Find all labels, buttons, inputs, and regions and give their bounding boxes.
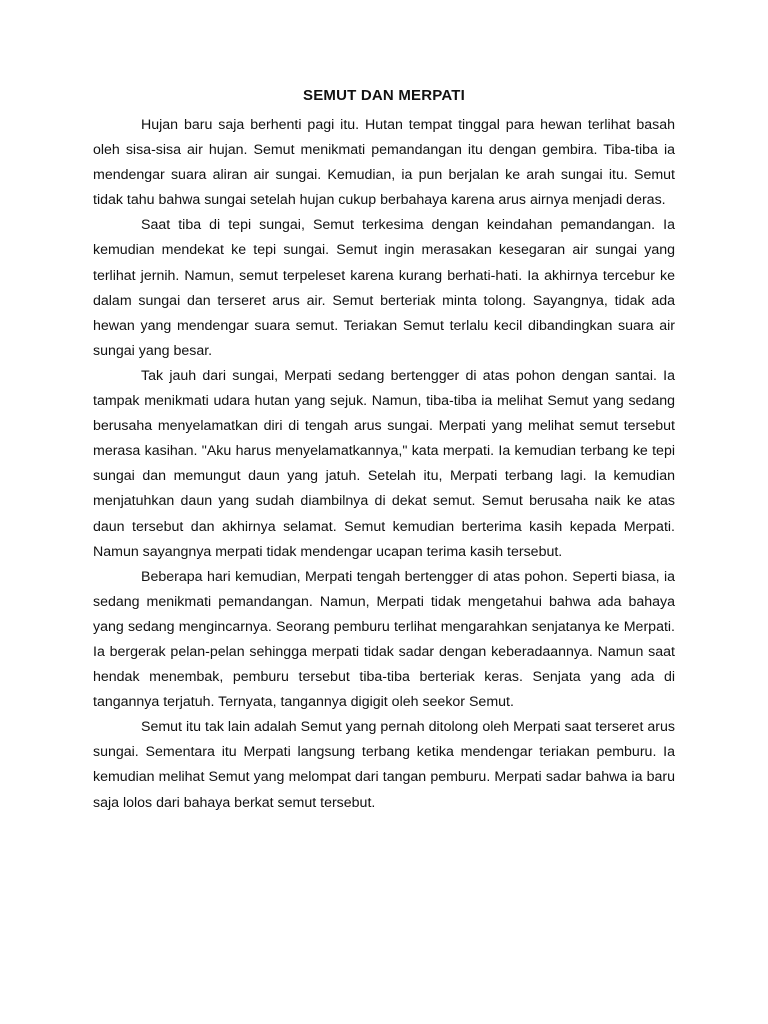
document-title: SEMUT DAN MERPATI bbox=[302, 87, 465, 104]
document-page bbox=[93, 86, 675, 816]
paragraph-5: Semut itu tak lain adalah Semut yang pernah ditolong oleh Merpati saat terseret arus sungai. Sementara itu Merpati langsung terbang ketika mendengar teriakan pemburu. Ia kemudian melihat Semut yang melompat dari tangan pemburu. Merpati sadar bahwa ia baru saja lolos dari bahaya berkat semut tersebut. bbox=[93, 719, 675, 811]
paragraph-1: Hujan baru saja berhenti pagi itu. Hutan tempat tinggal para hewan terlihat basah oleh sisa-sisa air hujan. Semut menikmati pemandangan itu dengan gembira. Tiba-tiba ia mendengar suara aliran air sungai. Kemudian, ia pun berjalan ke arah sungai itu. Semut tidak tahu bahwa sungai setelah hujan cukup berbahaya karena arus airnya menjadi deras. bbox=[93, 117, 675, 209]
paragraph-4: Beberapa hari kemudian, Merpati tengah bertengger di atas pohon. Seperti biasa, ia sedang menikmati pemandangan. Namun, Merpati tidak mengetahui bahwa ada bahaya yang sedang mengincarnya. Seorang pemburu terlihat mengarahkan senjatanya ke Merpati. Ia bergerak pelan-pelan sehingga merpati tidak sadar dengan keberadaannya. Namun saat hendak menembak, pemburu tersebut tiba-tiba berteriak keras. Senjata yang ada di tangannya terjatuh. Ternyata, tangannya digigit oleh seekor Semut. bbox=[93, 568, 675, 711]
paragraph-2: Saat tiba di tepi sungai, Semut terkesima dengan keindahan pemandangan. Ia kemudian mendekat ke tepi sungai. Semut ingin merasakan kesegaran air sungai yang terlihat jernih. Namun, semut terpeleset karena kurang berhati-hati. Ia akhirnya tercebur ke dalam sungai dan terseret arus air. Semut berteriak minta tolong. Sayangnya, tidak ada hewan yang mendengar suara semut. Teriakan Semut terlalu kecil dibandingkan suara air sungai yang besar. bbox=[93, 217, 675, 359]
paragraph-3: Tak jauh dari sungai, Merpati sedang bertengger di atas pohon dengan santai. Ia tampak menikmati udara hutan yang sejuk. Namun, tiba-tiba ia melihat Semut yang sedang berusaha menyelamatkan diri di tengah arus sungai. Merpati yang melihat semut tersebut merasa kasihan. "Aku harus menyelamatkannya," kata merpati. Ia kemudian terbang ke tepi sungai dan memungut daun yang jatuh. Setelah itu, Merpati terbang lagi. Ia kemudian menjatuhkan daun yang sudah diambilnya di dekat semut. Semut berusaha naik ke atas daun tersebut dan akhirnya selamat. Semut kemudian berterima kasih kepada Merpati. Namun sayangnya merpati tidak mendengar ucapan terima kasih tersebut. bbox=[93, 367, 675, 560]
